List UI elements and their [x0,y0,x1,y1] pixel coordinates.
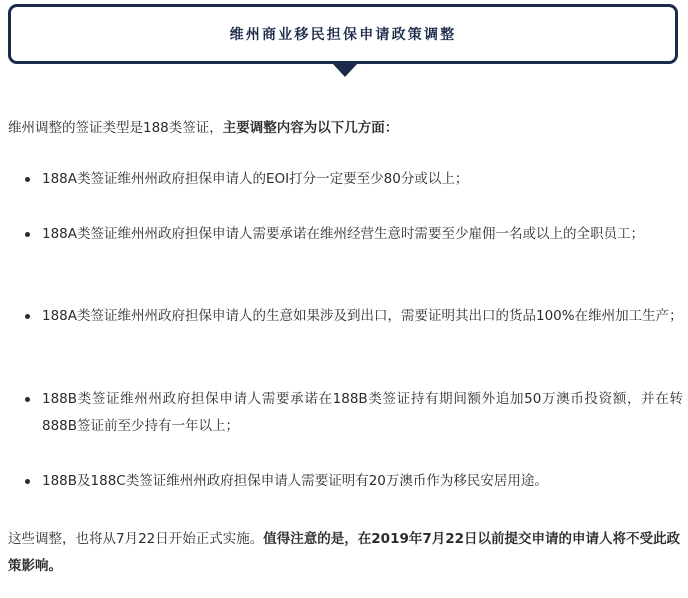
list-item-text: 188A类签证维州州政府担保申请人的生意如果涉及到出口，需要证明其出口的货品100%在维州加工生产； [42,308,683,324]
closing-bold-text: 值得注意的是，在2019年7月22日以前提交申请的申请人将不受此政策影响。 [8,531,681,574]
bullet-dot-icon [25,314,30,319]
page-title: 维州商业移民担保申请政策调整 [229,27,457,43]
list-item [25,166,683,193]
intro-text: 维州调整的签证类型是188类签证， [8,120,223,136]
closing-text: 这些调整，也将从7月22日开始正式实施。 [8,531,264,547]
list-item [25,386,683,440]
list-item [25,303,683,330]
intro-bold-text: 主要调整内容为以下几方面： [222,120,399,136]
bullet-dot-icon [25,397,30,402]
list-item-text: 188B类签证维州州政府担保申请人需要承诺在188B类签证持有期间额外追加50万澳币投资额，并在转888B签证前至少持有一年以上； [42,391,683,434]
list-item-text: 188A类签证维州州政府担保申请人需要承诺在维州经营生意时需要至少雇佣一名或以上的全职员工； [42,226,645,242]
bullet-dot-icon [25,232,30,237]
closing-paragraph [8,526,682,580]
bullet-dot-icon [25,177,30,182]
bullet-dot-icon [25,479,30,484]
list-item-text: 188B及188C类签证维州州政府担保申请人需要证明有20万澳币作为移民安居用途。 [42,473,548,489]
list-item [25,221,683,248]
title-pointer-triangle [333,64,357,77]
list-item-text: 188A类签证维州州政府担保申请人的EOI打分一定要至少80分或以上； [42,171,469,187]
list-item [25,468,683,495]
title-box [8,4,678,64]
intro-paragraph [8,115,680,141]
